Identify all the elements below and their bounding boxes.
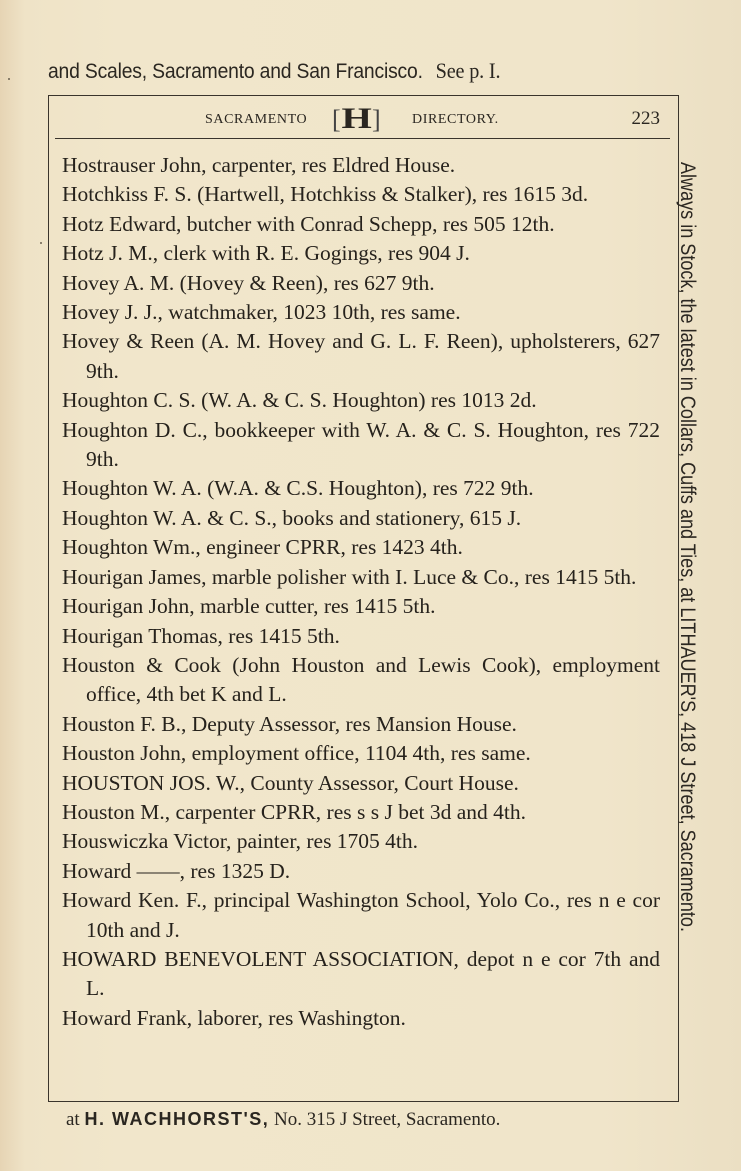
section-letter bbox=[332, 102, 381, 136]
bottom-ad-address: No. 315 J Street, Sacramento. bbox=[274, 1109, 501, 1130]
directory-entry: Hotz Edward, butcher with Conrad Schepp, res 505 12th. bbox=[62, 211, 555, 236]
paper-speck bbox=[40, 242, 42, 244]
directory-entry: Houghton C. S. (W. A. & C. S. Houghton) res 1013 2d. bbox=[62, 388, 537, 413]
directory-entry: Houston & Cook (John Houston and Lewis Cook), employment office, 4th bet K and L. bbox=[62, 652, 660, 707]
directory-entry: Hovey A. M. (Hovey & Reen), res 627 9th. bbox=[62, 270, 435, 295]
directory-entries bbox=[62, 151, 660, 1033]
directory-entry: Hotchkiss F. S. (Hartwell, Hotchkiss & Stalker), res 1615 3d. bbox=[62, 182, 589, 207]
bottom-advertisement bbox=[66, 1109, 500, 1131]
top-ad-text: and Scales, Sacramento and San Francisco. bbox=[48, 60, 423, 83]
bottom-ad-firm: H. WACHHORST'S, bbox=[84, 1109, 270, 1129]
bracket-right: ] bbox=[372, 105, 381, 134]
directory-entry: Hotz J. M., clerk with R. E. Gogings, res 904 J. bbox=[62, 241, 470, 266]
directory-entry: Howard ——, res 1325 D. bbox=[62, 858, 291, 883]
bracket-left: [ bbox=[332, 105, 341, 134]
directory-entry: Houghton D. C., bookkeeper with W. A. & C. S. Houghton, res 722 9th. bbox=[62, 417, 660, 472]
directory-entry: HOWARD BENEVOLENT ASSOCIATION, depot n e cor 7th and L. bbox=[62, 946, 660, 1001]
directory-entry: Hovey & Reen (A. M. Hovey and G. L. F. Reen), upholsterers, 627 9th. bbox=[62, 329, 660, 383]
directory-entry: Houghton W. A. & C. S., books and stationery, 615 J. bbox=[62, 505, 522, 530]
directory-entry: Hourigan Thomas, res 1415 5th. bbox=[62, 623, 340, 648]
running-head-city: SACRAMENTO bbox=[205, 112, 308, 127]
paper-speck bbox=[8, 78, 10, 80]
directory-entry: Houghton Wm., engineer CPRR, res 1423 4th. bbox=[62, 535, 463, 560]
directory-entry: Houghton W. A. (W.A. & C.S. Houghton), res 722 9th. bbox=[62, 476, 534, 501]
directory-entry: Howard Ken. F., principal Washington School, Yolo Co., res n e cor 10th and J. bbox=[62, 888, 660, 942]
section-letter-glyph: H bbox=[341, 102, 372, 135]
directory-entry: Hourigan James, marble polisher with I. Luce & Co., res 1415 5th. bbox=[62, 564, 637, 589]
directory-entry: Houston M., carpenter CPRR, res s s J bet 3d and 4th. bbox=[62, 799, 527, 824]
top-ad-page-reference: See p. I. bbox=[435, 58, 501, 83]
page-number: 223 bbox=[631, 108, 660, 129]
running-head bbox=[49, 102, 678, 135]
directory-entry: Hovey J. J., watchmaker, 1023 10th, res same. bbox=[62, 300, 461, 325]
directory-entry: HOUSTON JOS. W., County Assessor, Court House. bbox=[62, 770, 519, 795]
directory-entry: Hostrauser John, carpenter, res Eldred House. bbox=[62, 153, 456, 177]
directory-entry: Houswiczka Victor, painter, res 1705 4th. bbox=[62, 829, 419, 854]
directory-entry: Houston F. B., Deputy Assessor, res Mansion House. bbox=[62, 711, 517, 736]
header-rule bbox=[55, 138, 670, 139]
top-advertisement bbox=[48, 58, 637, 84]
directory-entry: Houston John, employment office, 1104 4th, res same. bbox=[62, 741, 531, 766]
running-head-title: DIRECTORY. bbox=[412, 112, 499, 127]
directory-entry: Howard Frank, laborer, res Washington. bbox=[62, 1005, 406, 1030]
directory-page-frame bbox=[48, 95, 679, 1102]
side-advertisement: Always in Stock, the latest in Collars, Cuffs and Ties, at LITHAUER'S, 418 J Street, Sacramento. bbox=[676, 162, 699, 932]
bottom-ad-prefix: at bbox=[66, 1109, 80, 1130]
directory-entry: Hourigan John, marble cutter, res 1415 5th. bbox=[62, 594, 436, 619]
